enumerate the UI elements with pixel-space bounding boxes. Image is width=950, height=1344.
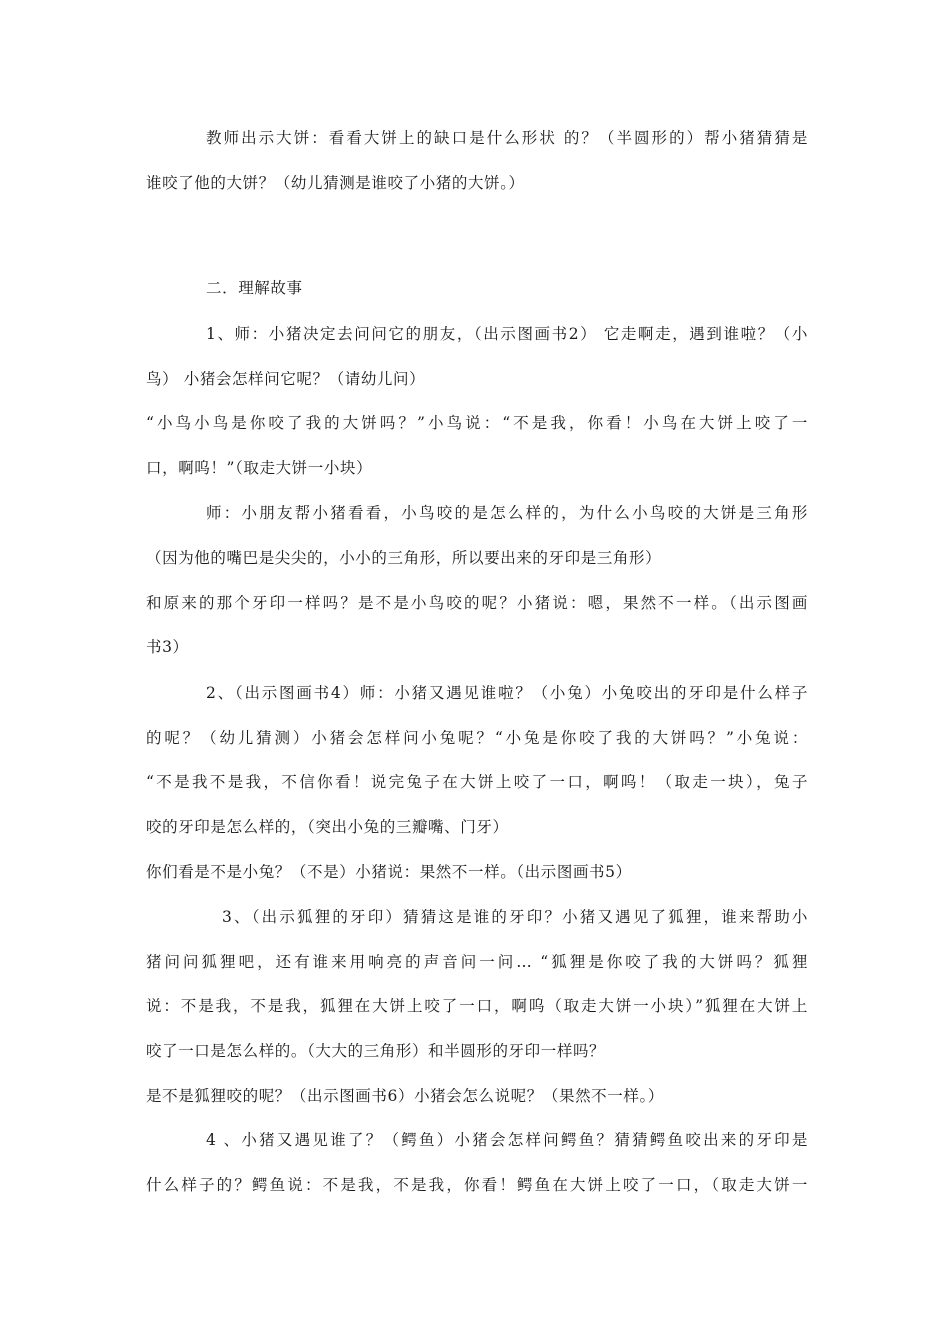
paragraph-line: 是不是狐狸咬的呢？（出示图画书6）小猪会怎么说呢？（果然不一样。） <box>146 1087 664 1105</box>
paragraph-line: 谁咬了他的大饼？（幼儿猜测是谁咬了小猪的大饼。） <box>146 174 525 192</box>
paragraph-line: 鸟） 小猪会怎样问它呢？（请幼儿问） <box>146 370 426 388</box>
paragraph-line: 2、（出示图画书4）师：小猪又遇见谁啦？（小兔）小兔咬出的牙印是什么样子 <box>206 684 808 702</box>
paragraph-line: 4 、小猪又遇见谁了？（鳄鱼）小猪会怎样问鳄鱼？猜猜鳄鱼咬出来的牙印是 <box>206 1131 808 1149</box>
paragraph-line: 的呢？（幼儿猜测）小猪会怎样问小兔呢？“小兔是你咬了我的大饼吗？”小兔说： <box>146 729 808 747</box>
paragraph-line: 咬了一口是怎么样的。（大大的三角形）和半圆形的牙印一样吗？ <box>146 1042 606 1060</box>
paragraph-line: 和原来的那个牙印一样吗？是不是小鸟咬的呢？小猪说：嗯，果然不一样。（出示图画 <box>146 594 808 612</box>
paragraph-line: 口，啊呜！”（取走大饼一小块） <box>146 459 373 477</box>
paragraph-line: 你们看是不是小兔？（不是）小猪说：果然不一样。（出示图画书5） <box>146 863 632 881</box>
section-heading: 二．理解故事 <box>206 279 303 297</box>
paragraph-line: 师：小朋友帮小猪看看，小鸟咬的是怎么样的，为什么小鸟咬的大饼是三角形 <box>206 504 808 522</box>
paragraph-line: 咬的牙印是怎么样的，（突出小兔的三瓣嘴、门牙） <box>146 818 509 836</box>
paragraph-line: 教师出示大饼：看看大饼上的缺口是什么形状 的？（半圆形的）帮小猪猜猜是 <box>206 129 808 147</box>
paragraph-line: “小鸟小鸟是你咬了我的大饼吗？”小鸟说：“不是我，你看！小鸟在大饼上咬了一 <box>146 414 808 432</box>
paragraph-line: 1、师：小猪决定去问问它的朋友，（出示图画书2） 它走啊走，遇到谁啦？（小 <box>206 325 808 343</box>
paragraph-line: （因为他的嘴巴是尖尖的，小小的三角形，所以要出来的牙印是三角形） <box>146 549 662 567</box>
paragraph-line: 说：不是我，不是我，狐狸在大饼上咬了一口，啊呜（取走大饼一小块）”狐狸在大饼上 <box>146 997 808 1015</box>
paragraph-line: 3、（出示狐狸的牙印）猜猜这是谁的牙印？小猪又遇见了狐狸，谁来帮助小 <box>222 908 808 926</box>
paragraph-line: 书3） <box>146 638 189 656</box>
paragraph-line: “不是我不是我，不信你看！说完兔子在大饼上咬了一口，啊呜！（取走一块），兔子 <box>146 773 808 791</box>
paragraph-line: 猪问问狐狸吧，还有谁来用响亮的声音问一问… “狐狸是你咬了我的大饼吗？狐狸 <box>146 953 808 971</box>
paragraph-line: 什么样子的？鳄鱼说：不是我，不是我，你看！鳄鱼在大饼上咬了一口，（取走大饼一 <box>146 1176 808 1194</box>
